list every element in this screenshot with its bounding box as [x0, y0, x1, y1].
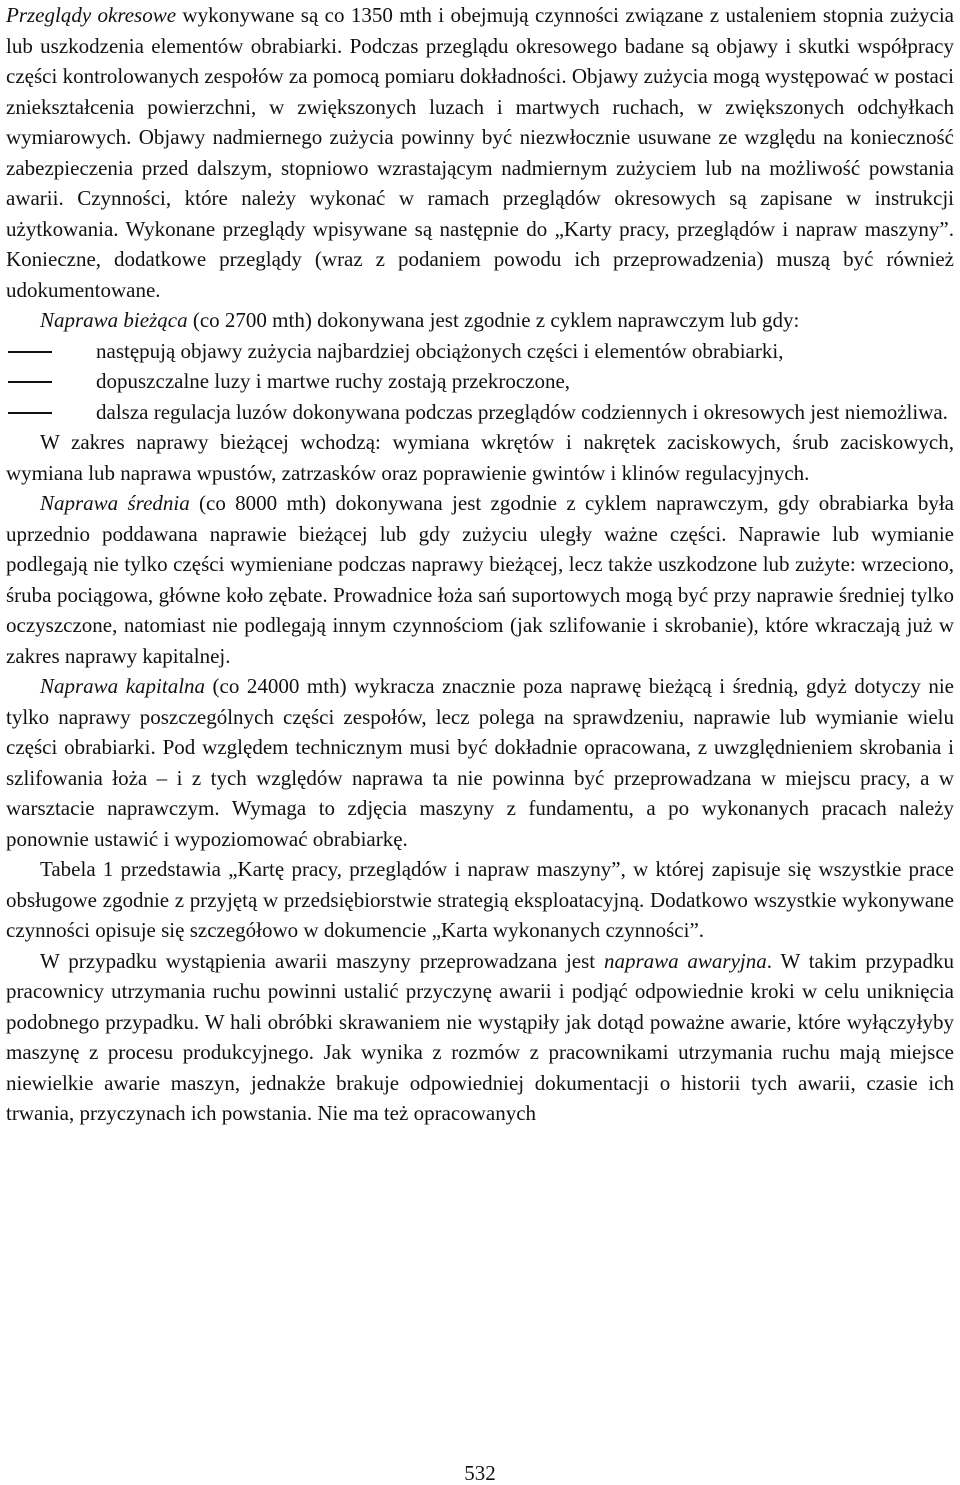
list-item	[6, 336, 954, 367]
paragraph-naprawa-kapitalna	[6, 671, 954, 854]
list-item	[6, 397, 954, 428]
list-item-text: dopuszczalne luzy i martwe ruchy zostają przekroczone,	[96, 369, 571, 393]
paragraph-text-after: . W takim przypadku pracownicy utrzymania ruchu powinni ustalić przyczynę awarii i podjąć odpowiednie kroki w celu uniknięcia podobnego przypadku. W hali obróbki skrawaniem nie wystąpiły jak dotąd poważne awarie, które wyłączyłyby maszynę z procesu produkcyjnego. Jak wynika z rozmów z pracownikami utrzymania ruchu mają miejsce niewielkie awarie maszyn, jednakże brakuje odpowiedniej dokumentacji o historii tych awarii, czasie ich trwania, przyczynach ich powstania. Nie ma też opracowanych	[6, 948, 954, 1125]
paragraph-text: (co 8000 mth) dokonywana jest zgodnie z cyklem naprawczym, gdy obrabiarka była uprzednio poddawana naprawie bieżącej lub gdy zużyciu uległy ważne części. Naprawie lub wymianie podlegają nie tylko części wymieniane podczas naprawy bieżącej, lecz także uszkodzone lub zużyte: wrzeciono, śruba pociągowa, główne koło zębate. Prowadnice łoża sań suportowych mogą być przy naprawie średniej tylko oczyszczone, natomiast nie podlegają innym czynnościom (jak szlifowanie i skrobanie), które wkraczają już w zakres naprawy kapitalnej.	[6, 491, 954, 668]
term-przeglady-okresowe: Przeglądy okresowe	[6, 3, 177, 27]
list-item-text: dalsza regulacja luzów dokonywana podczas przeglądów codziennych i okresowych jest niemożliwa.	[96, 399, 948, 424]
paragraph-zakres-naprawy	[6, 427, 954, 488]
paragraph-text: (co 2700 mth) dokonywana jest zgodnie z cyklem naprawczym lub gdy:	[187, 308, 800, 332]
paragraph-przeglady-okresowe	[6, 0, 954, 305]
term-naprawa-srednia: Naprawa średnia	[40, 491, 190, 515]
document-page	[6, 0, 954, 1129]
paragraph-text-before: W przypadku wystąpienia awarii maszyny przeprowadzana jest	[40, 948, 604, 973]
list-item-text: następują objawy zużycia najbardziej obciążonych części i elementów obrabiarki,	[96, 338, 784, 363]
paragraph-text: (co 24000 mth) wykracza znacznie poza naprawę bieżącą i średnią, gdyż dotyczy nie tylko naprawy poszczególnych części zespołów, lecz polega na sprawdzeniu, naprawie lub wymianie wielu części obrabiarki. Pod względem technicznym musi być dokładnie opracowana, z uwzględnieniem skrobania i szlifowania łoża – i z tych względów naprawa ta nie powinna być przeprowadzana w miejscu pracy, a w warsztacie naprawczym. Wymaga to zdjęcia maszyny z fundamentu, a po wykonanych pracach należy ponownie ustawić i wypoziomować obrabiarkę.	[6, 674, 954, 851]
page-number: 532	[464, 1461, 496, 1485]
paragraph-naprawa-awaryjna	[6, 946, 954, 1129]
paragraph-naprawa-srednia	[6, 488, 954, 671]
term-naprawa-awaryjna: naprawa awaryjna	[603, 948, 767, 973]
term-naprawa-kapitalna: Naprawa kapitalna	[40, 674, 206, 698]
paragraph-naprawa-biezaca	[6, 305, 954, 336]
paragraph-tabela	[6, 854, 954, 946]
term-naprawa-biezaca: Naprawa bieżąca	[40, 308, 188, 332]
paragraph-text: W zakres naprawy bieżącej wchodzą: wymiana wkrętów i nakrętek zaciskowych, śrub zaciskowych, wymiana lub naprawa wpustów, zatrzasków oraz poprawienie gwintów i klinów regulacyjnych.	[6, 430, 954, 485]
dash-list	[6, 336, 954, 428]
paragraph-text: wykonywane są co 1350 mth i obejmują czynności związane z ustaleniem stopnia zużycia lub uszkodzenia elementów obrabiarki. Podczas przeglądu okresowego badane są objawy i skutki współpracy części kontrolowanych zespołów za pomocą pomiaru dokładności. Objawy zużycia mogą występować w postaci zniekształcenia powierzchni, w zwiększonych luzach i martwych ruchach, w zwiększonych odchyłkach wymiarowych. Objawy nadmiernego zużycia powinny być niezwłocznie usuwane ze względu na konieczność zabezpieczenia przed dalszym, stopniowo wzrastającym nadmiernym zużyciem lub na możliwość powstania awarii. Czynności, które należy wykonać w ramach przeglądów okresowych są zapisane w instrukcji użytkowania. Wykonane przeglądy wpisywane są następnie do „Karty pracy, przeglądów i napraw maszyny”. Konieczne, dodatkowe przeglądy (wraz z podaniem powodu ich przeprowadzenia) muszą być również udokumentowane.	[6, 3, 954, 302]
list-item	[6, 366, 954, 397]
paragraph-text: Tabela 1 przedstawia „Kartę pracy, przeglądów i napraw maszyny”, w której zapisuje się wszystkie prace obsługowe zgodnie z przyjętą w przedsiębiorstwie strategią eksploatacyjną. Dodatkowo wszystkie wykonywane czynności opisuje się szczegółowo w dokumencie „Karta wykonanych czynności”.	[6, 857, 954, 942]
